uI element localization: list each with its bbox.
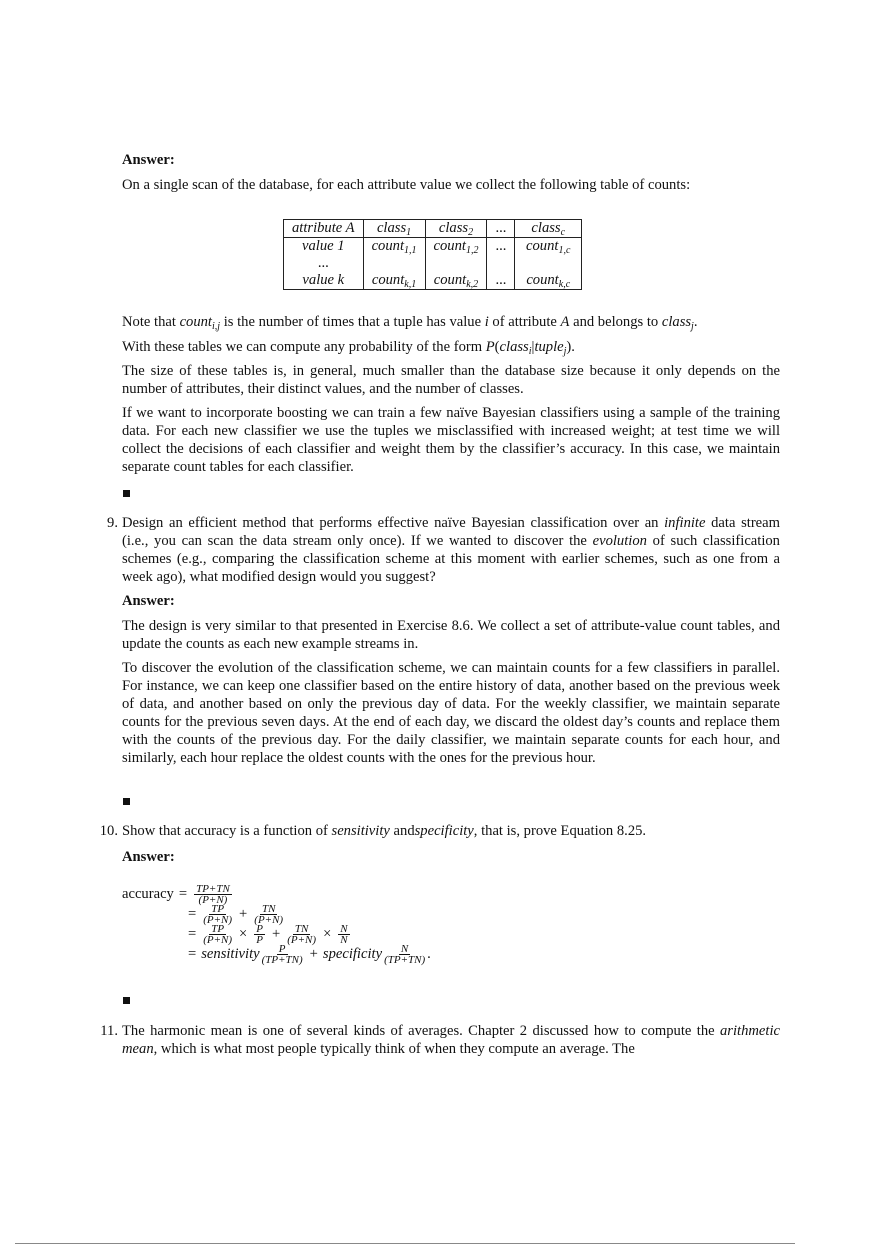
denominator: (TP+TN) <box>261 953 303 966</box>
text-segment: of such classification schemes (e.g., comparing the classification scheme at this moment with earlier schemes, such as one from a week ago), what modified design would you suggest? <box>122 533 780 585</box>
emphasis-text: A <box>560 314 570 330</box>
size-paragraph: The size of these tables is, in general, much smaller than the database size because it only depends on the number of attributes, their distinct values, and the number of classes. <box>122 363 780 397</box>
text-segment: ). <box>566 339 575 355</box>
cell <box>487 255 515 272</box>
text-segment: , that is, prove Equation 8.25. <box>473 823 647 839</box>
numerator: TP+TN <box>196 882 230 895</box>
emphasis-text: class <box>661 314 692 330</box>
text-segment: Show that accuracy is a function of <box>122 823 332 839</box>
numerator: TP <box>211 902 225 915</box>
question-9-text <box>122 514 780 586</box>
emphasis-text: sensitivity <box>331 823 390 839</box>
emphasis-text: evolution <box>592 533 647 549</box>
note-paragraph <box>122 313 780 331</box>
denominator: P <box>256 933 264 946</box>
text-segment: , which is what most people typically think of when they compute an average. The <box>153 1041 635 1057</box>
cell <box>425 272 487 290</box>
header-cell <box>284 220 364 238</box>
equation-line <box>122 884 431 904</box>
numerator: TP <box>211 922 225 935</box>
fraction <box>384 944 425 965</box>
numerator: N <box>340 922 348 935</box>
cell <box>425 238 487 256</box>
fraction <box>203 924 232 945</box>
qed-mark <box>123 997 130 1004</box>
specificity: specificity <box>322 945 383 962</box>
header-text: class <box>531 220 561 236</box>
cell: ... <box>487 272 515 290</box>
count-table <box>283 219 582 290</box>
denominator: (TP+TN) <box>384 953 426 966</box>
equals: = <box>178 885 188 902</box>
row-label: value k <box>284 272 364 290</box>
text-segment: and belongs to <box>569 314 662 330</box>
cell <box>425 255 487 272</box>
header-text: class <box>376 220 407 236</box>
header-sub: 2 <box>468 227 474 238</box>
cell-sub: 1,2 <box>465 245 479 256</box>
fraction <box>338 924 349 945</box>
equals: = <box>188 925 197 942</box>
header-sub: 1 <box>406 227 412 238</box>
qed-mark <box>123 490 130 497</box>
cell-text: count <box>371 272 405 288</box>
fraction <box>287 924 316 945</box>
denominator: N <box>340 933 348 946</box>
row-label: value 1 <box>284 238 364 256</box>
cell-text: count <box>526 272 559 288</box>
header-text: class <box>438 220 469 236</box>
fraction <box>254 904 283 925</box>
numerator: P <box>256 922 264 935</box>
row-label: ... <box>284 255 364 272</box>
equals: = <box>188 945 197 962</box>
text-segment: Note that <box>122 314 180 330</box>
cell <box>363 238 425 256</box>
plus: + <box>272 925 281 942</box>
question-9-number: 9. <box>107 515 118 531</box>
header-text: attribute A <box>292 220 355 236</box>
cell <box>515 238 582 256</box>
equation-line <box>122 944 431 964</box>
subscript: i,j <box>212 321 221 332</box>
period: . <box>427 945 431 962</box>
header-cell <box>487 220 515 238</box>
intro-paragraph: On a single scan of the database, for each attribute value we collect the following table of counts: <box>122 177 691 193</box>
numerator: N <box>400 942 409 955</box>
denominator: (P+N) <box>287 933 317 946</box>
header-cell <box>363 220 425 238</box>
emphasis-text: arithmetic mean <box>122 1023 780 1057</box>
table-row <box>284 255 582 272</box>
header-cell <box>425 220 487 238</box>
equation-line <box>122 924 431 944</box>
cell-text: count <box>433 238 466 254</box>
table-header-row <box>284 220 582 238</box>
answer-heading-8: Answer: <box>122 152 175 168</box>
text-segment: The harmonic mean is one of several kinds of averages. Chapter 2 discussed how to compute the <box>122 1023 720 1039</box>
cell-text: count <box>433 272 467 288</box>
sensitivity: sensitivity <box>201 945 260 962</box>
cell-text: count <box>371 238 405 254</box>
plus: + <box>239 905 248 922</box>
question-11-text <box>122 1022 780 1058</box>
cell-sub: 1,c <box>558 245 571 256</box>
text-segment: ( <box>494 339 500 355</box>
denominator: (P+N) <box>203 913 233 926</box>
cell-text: count <box>526 238 559 254</box>
denominator: (P+N) <box>254 913 284 926</box>
numerator: P <box>278 942 286 955</box>
cell-sub: k,c <box>558 279 571 290</box>
emphasis-text: i <box>484 314 489 330</box>
with-paragraph <box>122 338 780 356</box>
table-row <box>284 238 582 256</box>
subscript: j <box>563 346 567 357</box>
emphasis-text: class <box>499 339 529 355</box>
cell <box>363 255 425 272</box>
question-10-number: 10. <box>99 823 118 839</box>
subscript: i <box>528 346 532 357</box>
text-segment: Design an efficient method that performs effective naïve Bayesian classification over an <box>122 515 665 531</box>
boost-paragraph: If we want to incorporate boosting we can train a few naïve Bayesian classifiers using a sample of the training data. For each new classifier we use the tuples we misclassified with increased weight; at test time we will collect the decisions of each classifier and weight them by the classifier’s accuracy. In this case, we maintain separate count tables for each classifier. <box>122 405 780 475</box>
equals: = <box>188 905 197 922</box>
cell-sub: k,2 <box>466 279 479 290</box>
text-segment: of attribute <box>488 314 561 330</box>
emphasis-text: count <box>179 314 212 330</box>
emphasis-text: tuple <box>534 339 564 355</box>
numerator: TN <box>294 922 309 935</box>
footer-rule <box>15 1243 795 1244</box>
header-text: ... <box>495 220 507 236</box>
cell: ... <box>487 238 515 256</box>
equation-line <box>122 904 431 924</box>
numerator: TN <box>261 902 276 915</box>
text-segment: and <box>389 823 415 839</box>
qed-mark <box>123 798 130 805</box>
times: × <box>239 925 248 942</box>
cell-sub: k,1 <box>404 279 417 290</box>
cell <box>515 272 582 290</box>
emphasis-text: infinite <box>664 515 706 531</box>
fraction <box>194 884 232 905</box>
cell <box>363 272 425 290</box>
emphasis-text: specificity <box>414 823 474 839</box>
accuracy-derivation <box>122 884 431 964</box>
lhs-accuracy: accuracy <box>122 885 174 902</box>
times: × <box>323 925 332 942</box>
answer-heading-9: Answer: <box>122 593 175 609</box>
header-sub: c <box>560 227 566 238</box>
cell <box>515 255 582 272</box>
fraction <box>203 904 232 925</box>
denominator: (P+N) <box>198 893 228 906</box>
text-segment: is the number of times that a tuple has value <box>220 314 485 330</box>
fraction <box>254 924 265 945</box>
answer-9-paragraph-1: The design is very similar to that presented in Exercise 8.6. We collect a set of attribute-value count tables, and update the counts as each new example streams in. <box>122 618 780 652</box>
fraction <box>262 944 303 965</box>
text-segment: With these tables we can compute any probability of the form <box>122 339 486 355</box>
question-10-text <box>122 822 780 840</box>
header-cell <box>515 220 582 238</box>
table-row <box>284 272 582 290</box>
text-segment: | <box>531 339 535 355</box>
answer-9-paragraph-2: To discover the evolution of the classification scheme, we can maintain counts for a few classifiers in parallel. For instance, we can keep one classifier based on the entire history of data, another based on the previous week of data, and another based on only the previous day of data. For the weekly classifier, we maintain separate counts for the previous seven days. At the end of each day, we discard the oldest day’s counts and replace them with the counts of the previous day. For the daily classifier, we maintain separate counts for each hour, and similarly, each hour replace the oldest counts with the ones for the previous hour. <box>122 660 780 766</box>
plus: + <box>309 945 318 962</box>
question-11-number: 11. <box>100 1023 118 1039</box>
cell-sub: 1,1 <box>404 245 417 256</box>
answer-heading-10: Answer: <box>122 849 175 865</box>
emphasis-text: P <box>485 339 495 355</box>
denominator: (P+N) <box>203 933 233 946</box>
subscript: j <box>691 321 694 332</box>
text-segment: data stream (i.e., you can scan the data stream only once). If we wanted to discover the <box>122 515 780 549</box>
text-segment: . <box>693 314 698 330</box>
